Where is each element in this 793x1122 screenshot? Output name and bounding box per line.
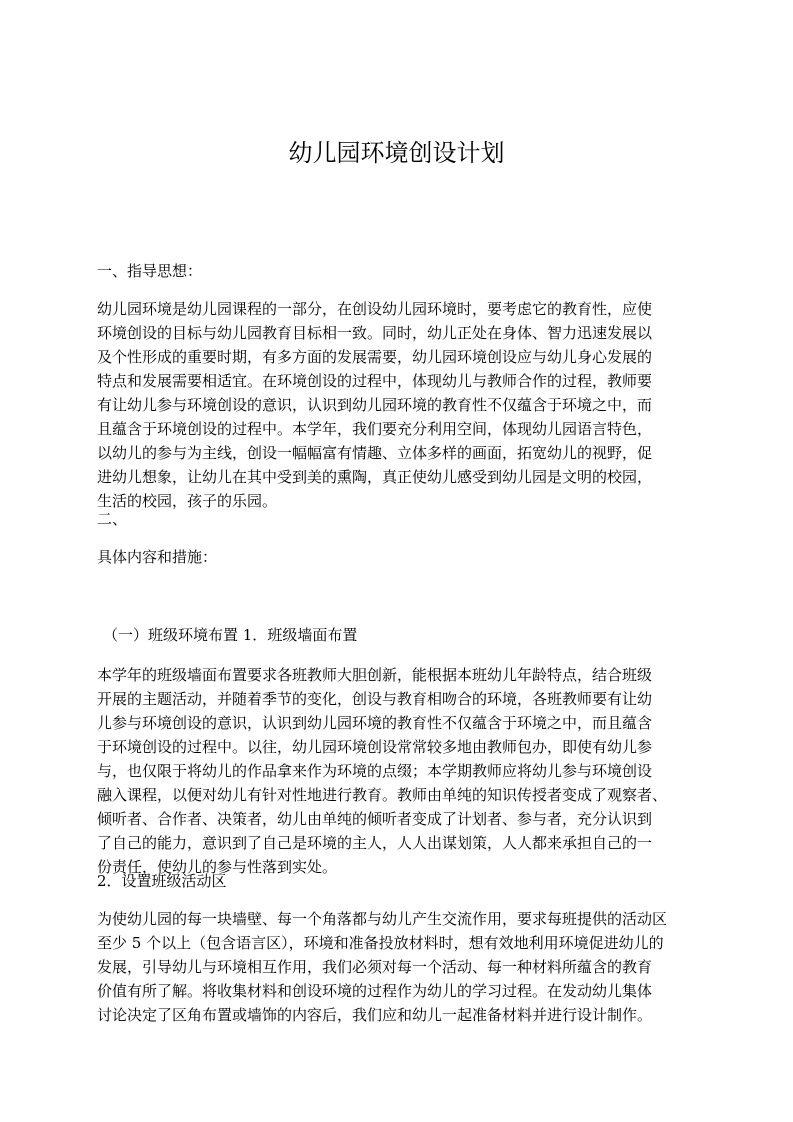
paragraph-line: 倾听者、合作者、决策者，幼儿由单纯的倾听者变成了计划者、参与者，充分认识到 — [97, 810, 653, 828]
subsection-heading-activity-areas: 2．设置班级活动区 — [97, 872, 227, 890]
paragraph-line: 及个性形成的重要时期，有多方面的发展需要，幼儿园环境创设应与幼儿身心发展的 — [97, 348, 653, 366]
section-heading-guiding-thought: 一、指导思想： — [97, 262, 203, 280]
section-heading-content-measures: 具体内容和措施： — [97, 548, 218, 566]
paragraph-activity-areas — [97, 907, 701, 1027]
paragraph-line: 进幼儿想象，让幼儿在其中受到美的熏陶，真正使幼儿感受到幼儿园是文明的校园， — [97, 468, 653, 486]
paragraph-line: 融入课程，以便对幼儿有针对性地进行教育。教师由单纯的知识传授者变成了观察者、 — [97, 786, 668, 804]
paragraph-line: 特点和发展需要相适宜。在环境创设的过程中，体现幼儿与教师合作的过程，教师要 — [97, 372, 653, 390]
paragraph-wall-layout — [97, 663, 701, 879]
paragraph-line: 与，也仅限于将幼儿的作品拿来作为环境的点缀；本学期教师应将幼儿参与环境创设 — [97, 762, 653, 780]
paragraph-line: 幼儿园环境是幼儿园课程的一部分，在创设幼儿园环境时，要考虑它的教育性，应使 — [97, 300, 653, 318]
paragraph-guiding-thought — [97, 297, 701, 513]
page-title: 幼儿园环境创设计划 — [288, 139, 505, 167]
paragraph-line: 份责任，使幼儿的参与性落到实处。 — [97, 858, 338, 876]
paragraph-line: 儿参与环境创设的意识，认识到幼儿园环境的教育性不仅蕴含于环境之中，而且蕴含 — [97, 714, 653, 732]
paragraph-line: 价值有所了解。将收集材料和创设环境的过程作为幼儿的学习过程。在发动幼儿集体 — [97, 982, 653, 1000]
section-heading-number-two: 二、 — [97, 510, 128, 528]
paragraph-line: 以幼儿的参与为主线，创设一幅幅富有情趣、立体多样的画面，拓宽幼儿的视野，促 — [97, 444, 653, 462]
paragraph-line: 本学年的班级墙面布置要求各班教师大胆创新，能根据本班幼儿年龄特点，结合班级 — [97, 666, 653, 684]
paragraph-line: 为使幼儿园的每一块墙壁、每一个角落都与幼儿产生交流作用，要求每班提供的活动区 — [97, 910, 668, 928]
paragraph-line: 生活的校园，孩子的乐园。 — [97, 492, 278, 510]
paragraph-line: 开展的主题活动，并随着季节的变化，创设与教育相吻合的环境，各班教师要有让幼 — [97, 690, 653, 708]
paragraph-line: 讨论决定了区角布置或墙饰的内容后，我们应和幼儿一起准备材料并进行设计制作。 — [97, 1006, 653, 1024]
paragraph-line: 环境创设的目标与幼儿园教育目标相一致。同时，幼儿正处在身体、智力迅速发展以 — [97, 324, 653, 342]
subsection-heading-class-environment: （一）班级环境布置 1．班级墙面布置 — [103, 626, 358, 644]
paragraph-line: 至少 5 个以上（包含语言区），环境和准备投放材料时，想有效地利用环境促进幼儿的 — [97, 934, 664, 952]
paragraph-line: 且蕴含于环境创设的过程中。本学年，我们要充分利用空间，体现幼儿园语言特色， — [97, 420, 653, 438]
paragraph-line: 有让幼儿参与环境创设的意识，认识到幼儿园环境的教育性不仅蕴含于环境之中，而 — [97, 396, 653, 414]
paragraph-line: 了自己的能力，意识到了自己是环境的主人，人人出谋划策，人人都来承担自己的一 — [97, 834, 653, 852]
paragraph-line: 发展，引导幼儿与环境相互作用，我们必须对每一个活动、每一种材料所蕴含的教育 — [97, 958, 653, 976]
paragraph-line: 于环境创设的过程中。以往，幼儿园环境创设常常较多地由教师包办，即使有幼儿参 — [97, 738, 653, 756]
